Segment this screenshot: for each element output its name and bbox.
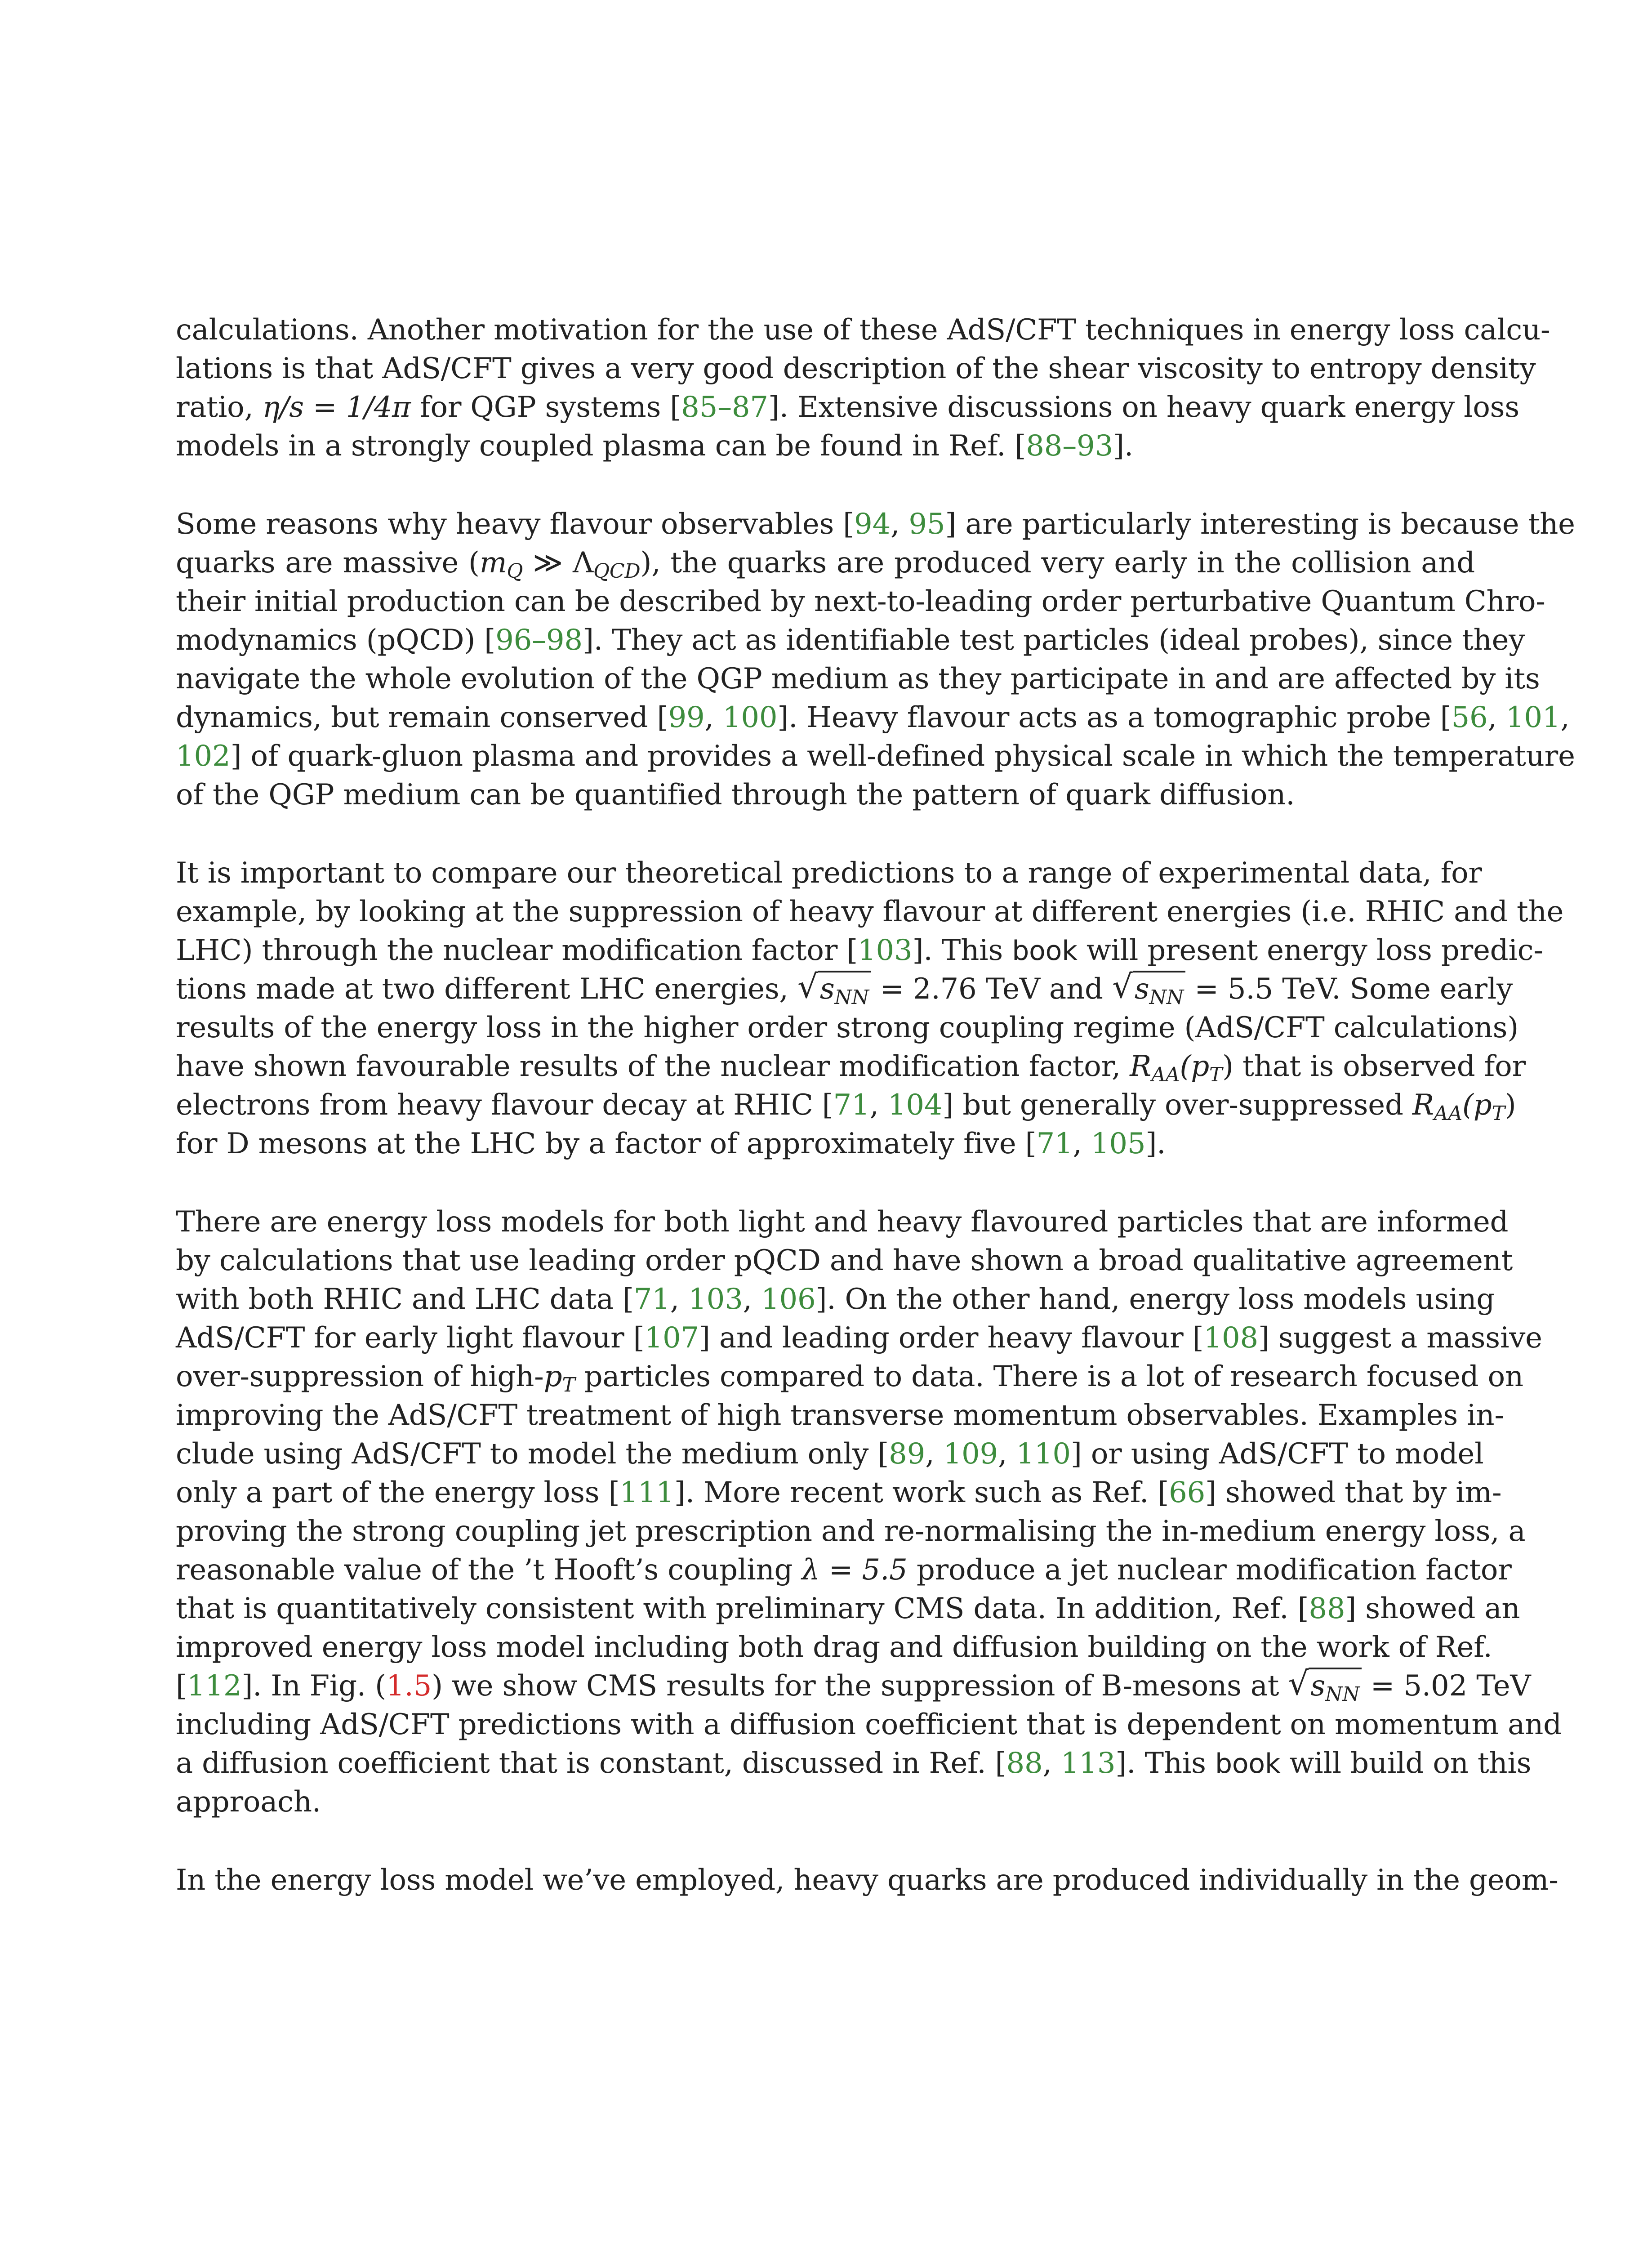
- citation-link[interactable]: 107: [644, 1321, 699, 1355]
- text-line: example, by looking at the suppression of heavy flavour at different energies (i.e. RHIC and the: [176, 895, 1564, 928]
- citation-link[interactable]: 101: [1505, 701, 1561, 734]
- text-line: that is quantitatively consistent with preliminary CMS data. In addition, Ref. [88] showed an: [176, 1592, 1520, 1625]
- text-line: over-suppression of high-$p_T$ particles compared to data. There is a lot of research focused on: [176, 1360, 1523, 1396]
- citation-link[interactable]: 71: [1036, 1127, 1073, 1160]
- citation-link[interactable]: 108: [1203, 1321, 1259, 1355]
- citation-link[interactable]: 104: [887, 1088, 943, 1122]
- text-line: calculations. Another motivation for the use of these AdS/CFT techniques in energy loss calcu-: [176, 313, 1550, 347]
- citation-link[interactable]: 89: [889, 1437, 926, 1471]
- text-line: results of the energy loss in the higher order strong coupling regime (AdS/CFT calculations): [176, 1011, 1519, 1044]
- text-line: ratio, η/s = 1/4π for QGP systems [85–87]. Extensive discussions on heavy quark energy loss: [176, 391, 1519, 424]
- text-line: quarks are massive ($m_Q$ ≫ $\Lambda_{QCD}$), the quarks are produced very early in the collision and: [176, 546, 1475, 583]
- text-line: reasonable value of the ’t Hooft’s coupling λ = 5.5 produce a jet nuclear modification factor: [176, 1553, 1512, 1587]
- text-line: have shown favourable results of the nuclear modification factor, $R_{AA}(p_T)$ that is observed for: [176, 1050, 1526, 1086]
- text-line: AdS/CFT for early light flavour [107] and leading order heavy flavour [108] suggest a massive: [176, 1321, 1542, 1355]
- text-line: electrons from heavy flavour decay at RHIC [71, 104] but generally over-suppressed $R_{AA}(p_T)$: [176, 1088, 1516, 1125]
- text-line: It is important to compare our theoretical predictions to a range of experimental data, for: [176, 856, 1482, 890]
- text-line: a diffusion coefficient that is constant, discussed in Ref. [88, 113]. This book will build on this: [176, 1747, 1532, 1780]
- sqrt-symbol: √ $s_{NN}$: [797, 969, 871, 1009]
- citation-link[interactable]: 96–98: [495, 624, 583, 657]
- text-line: 102] of quark-gluon plasma and provides a well-defined physical scale in which the temperature: [176, 740, 1575, 773]
- sqrt-symbol: √ $s_{NN}$: [1288, 1666, 1361, 1706]
- citation-link[interactable]: 113: [1060, 1747, 1116, 1780]
- text-line: modynamics (pQCD) [96–98]. They act as identifiable test particles (ideal probes), since they: [176, 624, 1525, 657]
- citation-link[interactable]: 66: [1169, 1476, 1206, 1509]
- citation-link[interactable]: 71: [833, 1088, 870, 1122]
- text-line: for D mesons at the LHC by a factor of approximately five [71, 105].: [176, 1127, 1166, 1160]
- citation-link[interactable]: 102: [176, 740, 231, 773]
- citation-link[interactable]: 109: [943, 1437, 998, 1471]
- citation-link[interactable]: 56: [1451, 701, 1488, 734]
- citation-link[interactable]: 88: [1309, 1592, 1345, 1625]
- text-line: improved energy loss model including both drag and diffusion building on the work of Ref.: [176, 1631, 1492, 1664]
- citation-link[interactable]: 111: [619, 1476, 674, 1509]
- text-line: only a part of the energy loss [111]. More recent work such as Ref. [66] showed that by im-: [176, 1476, 1502, 1509]
- text-line: dynamics, but remain conserved [99, 100]. Heavy flavour acts as a tomographic probe [56, 101,: [176, 701, 1570, 734]
- text-line: There are energy loss models for both light and heavy flavoured particles that are informed: [176, 1205, 1509, 1239]
- citation-link[interactable]: 99: [668, 701, 705, 734]
- text-line: with both RHIC and LHC data [71, 103, 106]. On the other hand, energy loss models using: [176, 1283, 1495, 1316]
- citation-link[interactable]: 103: [688, 1283, 743, 1316]
- citation-link[interactable]: 95: [908, 508, 945, 541]
- text-line: clude using AdS/CFT to model the medium only [89, 109, 110] or using AdS/CFT to model: [176, 1437, 1484, 1471]
- citation-link[interactable]: 88–93: [1026, 429, 1113, 463]
- citation-link[interactable]: 100: [722, 701, 778, 734]
- citation-link[interactable]: 105: [1091, 1127, 1146, 1160]
- text-line: Some reasons why heavy flavour observables [94, 95] are particularly interesting is because the: [176, 508, 1575, 541]
- text-line: tions made at two different LHC energies, √ $s_{NN} = 2.76$ TeV and √ $s_{NN} = 5.5$ TeV. Some early: [176, 969, 1475, 1009]
- text-line: lations is that AdS/CFT gives a very good description of the shear viscosity to entropy density: [176, 352, 1536, 385]
- text-line: navigate the whole evolution of the QGP medium as they participate in and are affected by its: [176, 662, 1540, 696]
- citation-link[interactable]: 88: [1006, 1747, 1043, 1780]
- citation-link[interactable]: 106: [761, 1283, 816, 1316]
- text-line: their initial production can be described by next-to-leading order perturbative Quantum Chro-: [176, 585, 1545, 618]
- citation-link[interactable]: 85–87: [681, 391, 768, 424]
- citation-link[interactable]: 110: [1016, 1437, 1071, 1471]
- citation-link[interactable]: 112: [187, 1669, 242, 1703]
- citation-link[interactable]: 71: [633, 1283, 670, 1316]
- text-line: [112]. In Fig. (1.5) we show CMS results for the suppression of B-mesons at √ $s_{NN} = 5.02$ TeV: [176, 1666, 1475, 1706]
- text-line: models in a strongly coupled plasma can be found in Ref. [88–93].: [176, 429, 1134, 463]
- text-line: by calculations that use leading order pQCD and have shown a broad qualitative agreement: [176, 1244, 1513, 1277]
- text-line: proving the strong coupling jet prescription and re-normalising the in-medium energy loss, a: [176, 1515, 1526, 1548]
- text-line: approach.: [176, 1785, 321, 1819]
- text-line: In the energy loss model we’ve employed, heavy quarks are produced individually in the geom-: [176, 1864, 1558, 1897]
- text-line: of the QGP medium can be quantified through the pattern of quark diffusion.: [176, 778, 1295, 812]
- citation-link[interactable]: 94: [854, 508, 891, 541]
- text-line: including AdS/CFT predictions with a diffusion coefficient that is dependent on momentum and: [176, 1708, 1562, 1741]
- text-line: LHC) through the nuclear modification factor [103]. This book will present energy loss predic-: [176, 934, 1543, 967]
- figure-link[interactable]: 1.5: [386, 1669, 432, 1703]
- text-line: improving the AdS/CFT treatment of high transverse momentum observables. Examples in-: [176, 1399, 1504, 1432]
- sqrt-symbol: √ $s_{NN}$: [1112, 969, 1185, 1009]
- citation-link[interactable]: 103: [858, 934, 913, 967]
